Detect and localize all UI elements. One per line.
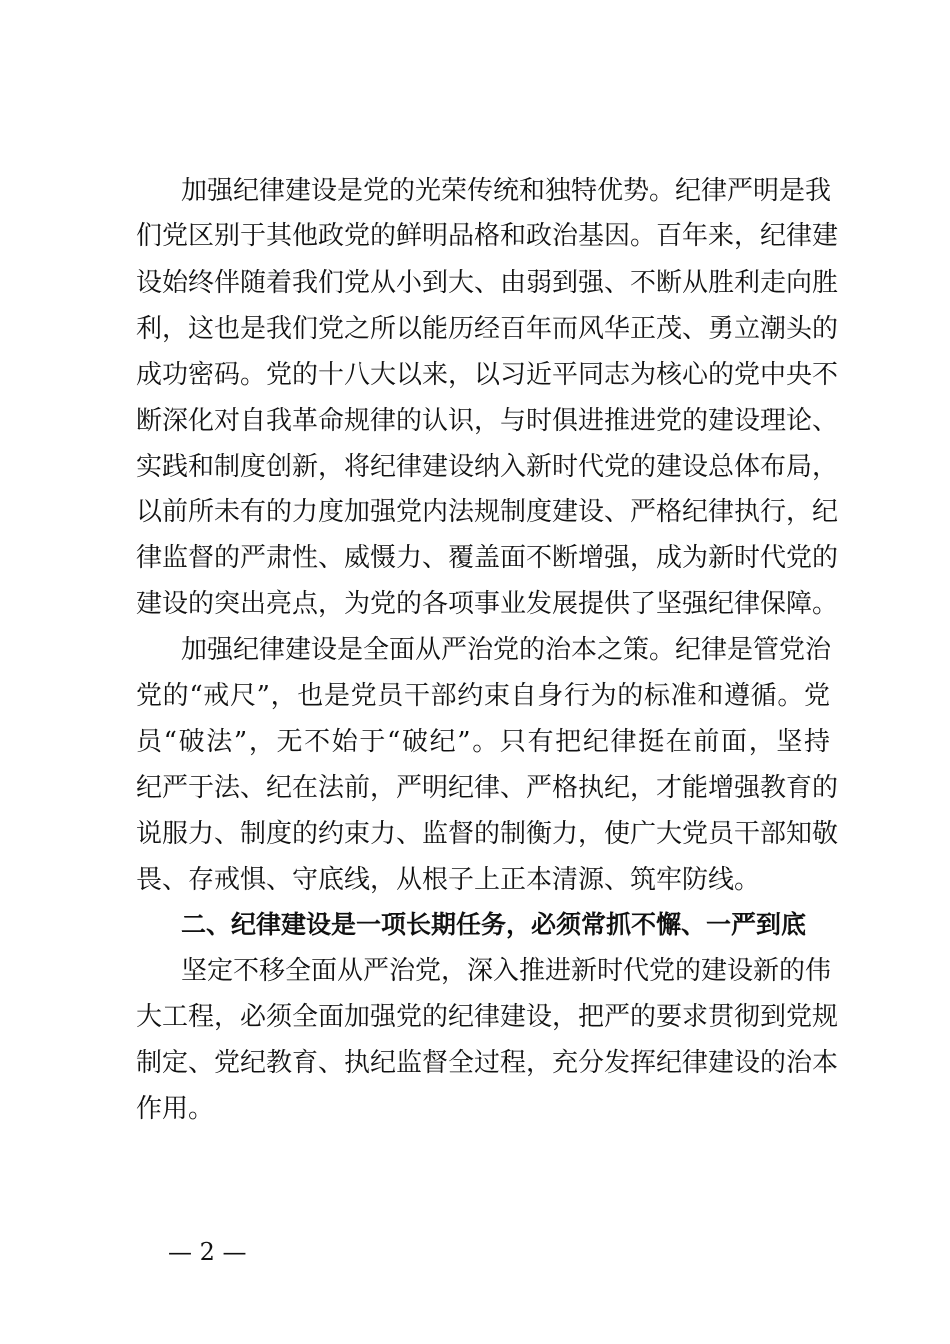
paragraph-line: 实践和制度创新，将纪律建设纳入新时代党的建设总体布局， — [136, 452, 839, 482]
paragraph-line: 加强纪律建设是全面从严治党的治本之策。纪律是管党治 — [181, 635, 832, 665]
paragraph-line: 作用。 — [136, 1094, 215, 1124]
paragraph-line: 利，这也是我们党之所以能历经百年而风华正茂、勇立潮头的 — [136, 314, 839, 344]
paragraph-line: 成功密码。党的十八大以来，以习近平同志为核心的党中央不 — [136, 360, 839, 390]
paragraph-line: 断深化对自我革命规律的认识，与时俱进推进党的建设理论、 — [136, 406, 839, 436]
paragraph-line: 律监督的严肃性、威慑力、覆盖面不断增强，成为新时代党的 — [136, 543, 839, 573]
paragraph-line: 制定、党纪教育、执纪监督全过程，充分发挥纪律建设的治本 — [136, 1048, 839, 1078]
paragraph-line: 以前所未有的力度加强党内法规制度建设、严格纪律执行，纪 — [136, 497, 839, 527]
paragraph-line: 说服力、制度的约束力、监督的制衡力，使广大党员干部知敬 — [136, 819, 839, 849]
paragraph-line: 加强纪律建设是党的光荣传统和独特优势。纪律严明是我 — [181, 176, 832, 206]
paragraph-line: 大工程，必须全面加强党的纪律建设，把严的要求贯彻到党规 — [136, 1002, 839, 1032]
paragraph-line: 党的“戒尺”，也是党员干部约束自身行为的标准和遵循。党 — [136, 681, 830, 711]
paragraph-line: 纪严于法、纪在法前，严明纪律、严格执纪，才能增强教育的 — [136, 773, 839, 803]
paragraph-line: 员“破法”，无不始于“破纪”。只有把纪律挺在前面，坚持 — [136, 727, 830, 757]
paragraph-line: 坚定不移全面从严治党，深入推进新时代党的建设新的伟 — [181, 956, 832, 986]
paragraph-line: 们党区别于其他政党的鲜明品格和政治基因。百年来，纪律建 — [136, 221, 839, 251]
paragraph-line: 畏、存戒惧、守底线，从根子上正本清源、筑牢防线。 — [136, 865, 761, 895]
section-heading: 二、纪律建设是一项长期任务，必须常抓不懈、一严到底 — [181, 910, 807, 939]
paragraph-line: 建设的突出亮点，为党的各项事业发展提供了坚强纪律保障。 — [136, 589, 839, 619]
paragraph-line: 设始终伴随着我们党从小到大、由弱到强、不断从胜利走向胜 — [136, 268, 839, 298]
page-number: — 2 — — [168, 1238, 247, 1266]
